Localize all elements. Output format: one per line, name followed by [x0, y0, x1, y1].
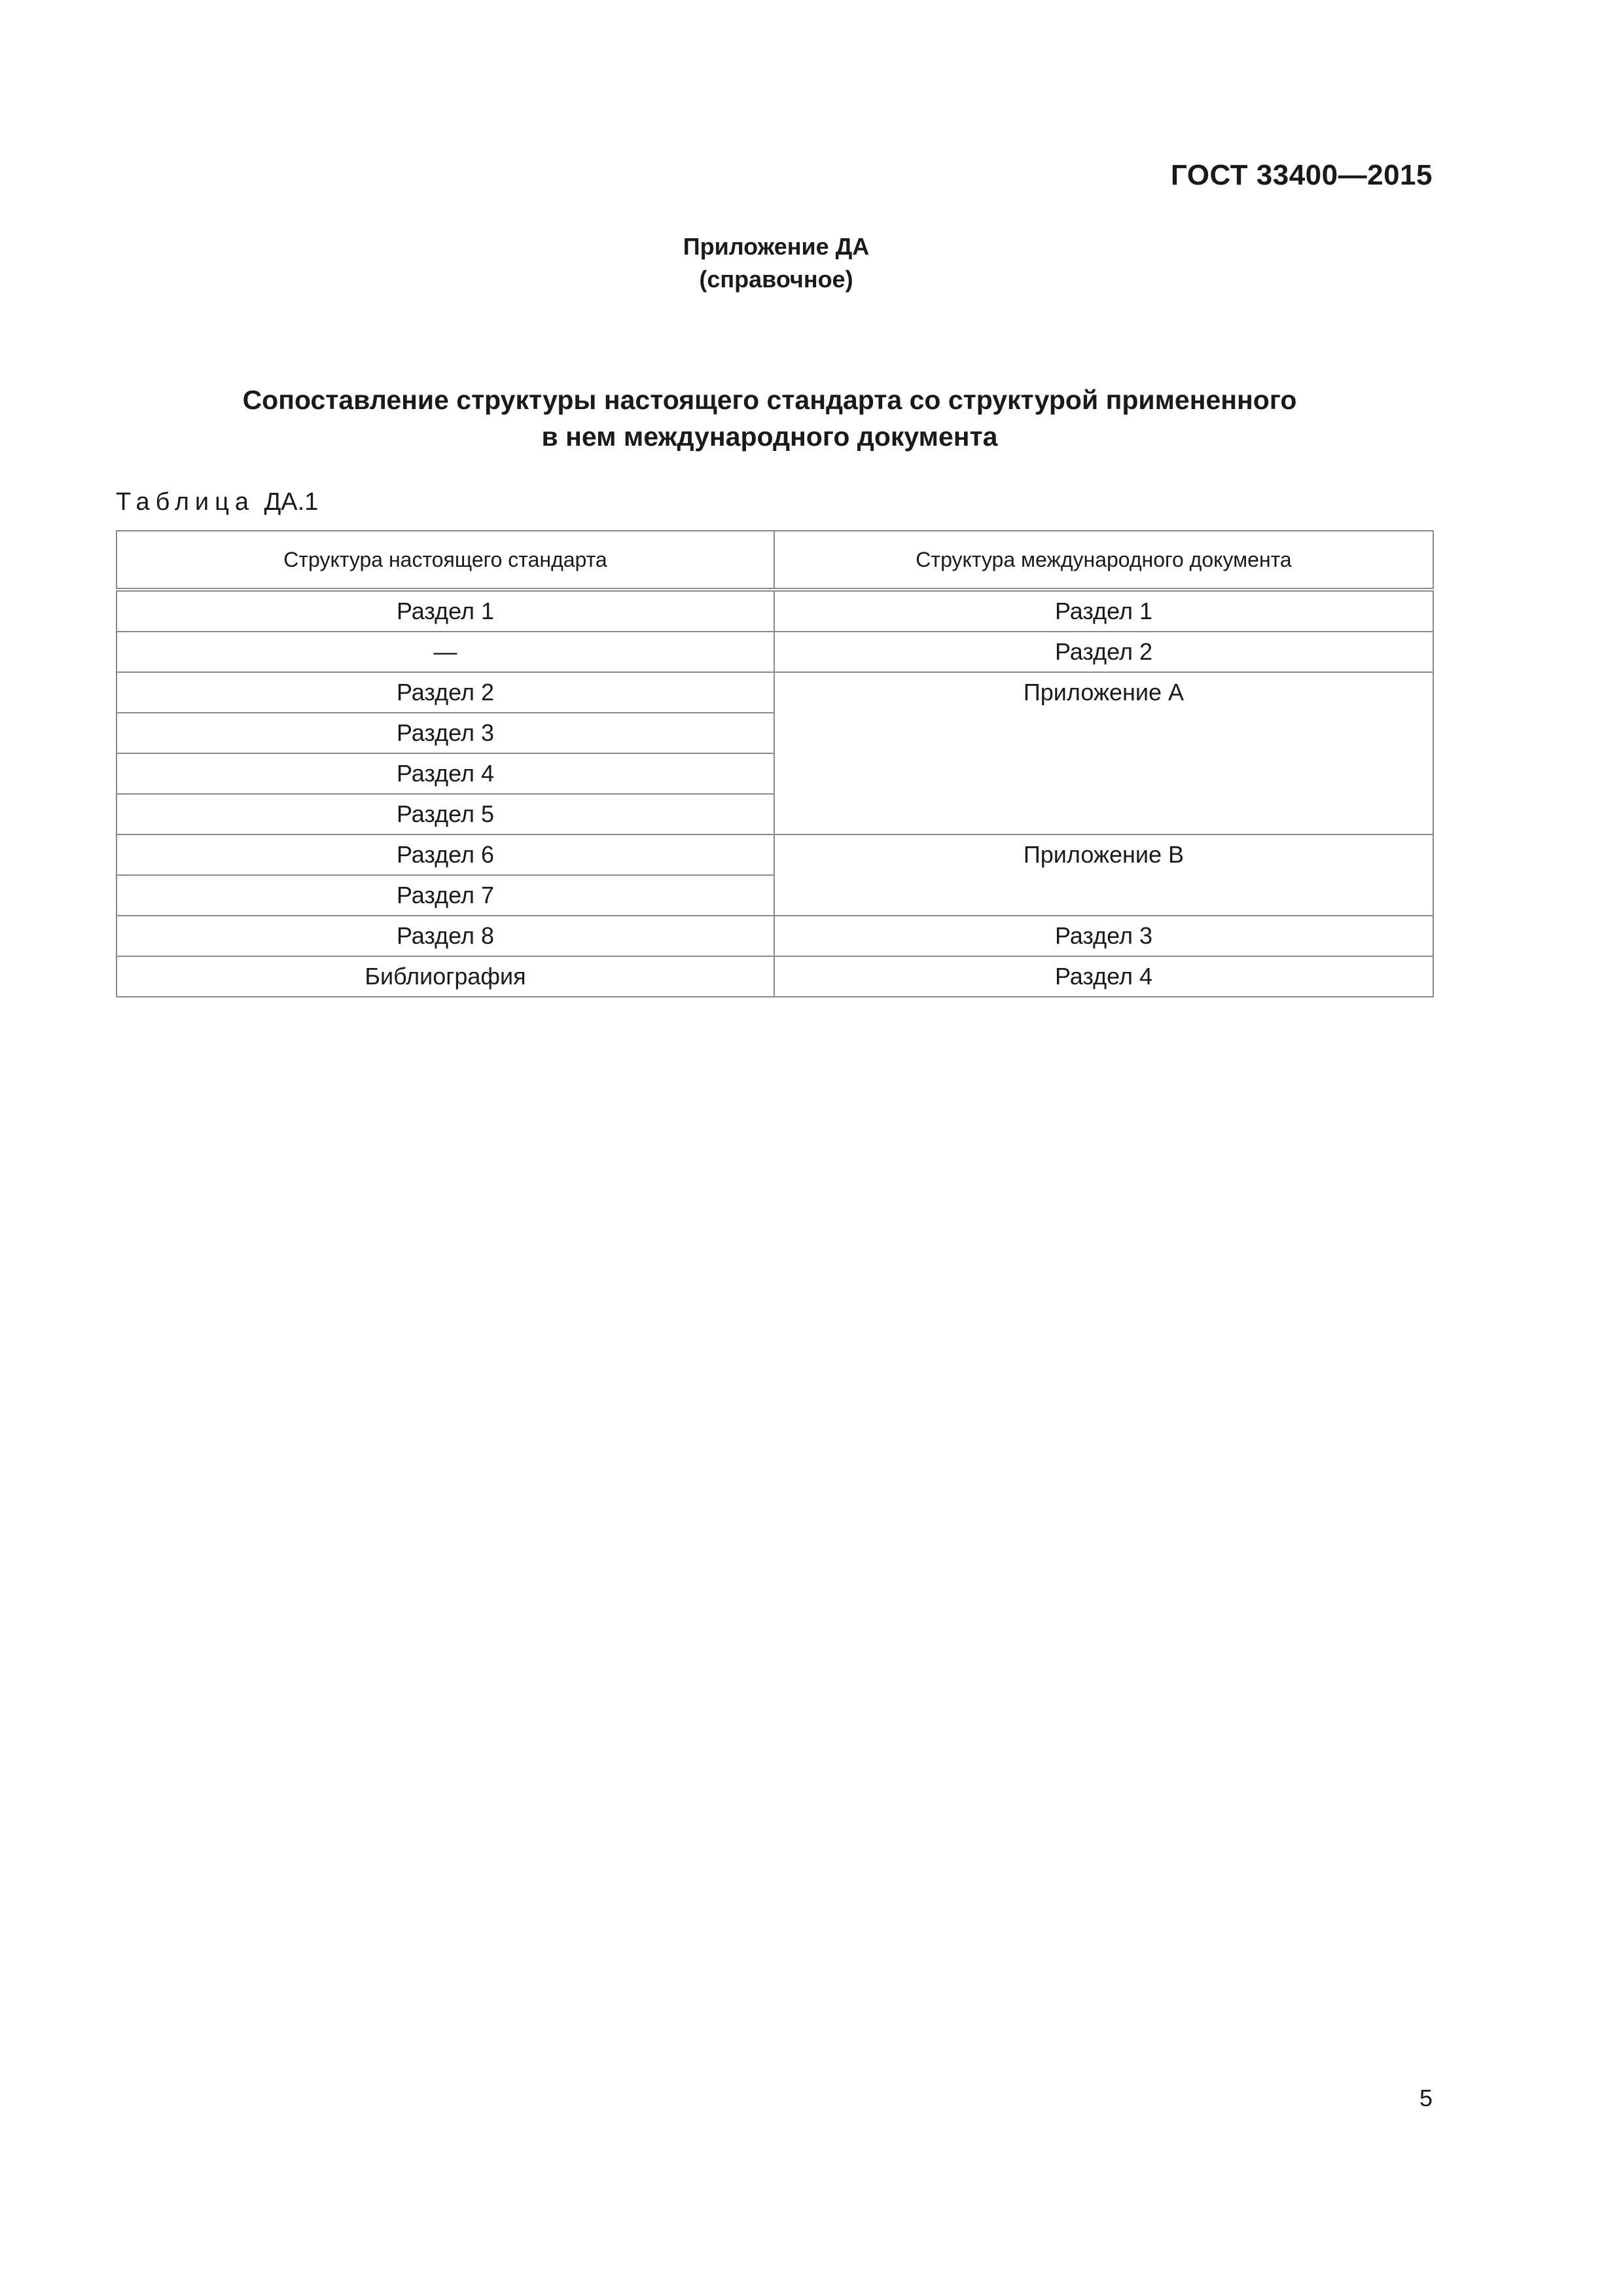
table-caption [116, 486, 318, 518]
table-caption-word: Таблица [116, 488, 255, 516]
table-row [116, 632, 1433, 672]
annex-heading [0, 230, 1552, 296]
annex-title: Приложение ДА [683, 233, 870, 260]
table-row [116, 834, 1433, 875]
table-cell-left: Раздел 8 [116, 916, 774, 956]
table-cell-left: Раздел 6 [116, 834, 774, 875]
table-row [116, 916, 1433, 956]
document-code: ГОСТ 33400—2015 [1170, 159, 1433, 191]
table-cell-right: Раздел 2 [774, 632, 1433, 672]
table-cell-left: — [116, 632, 774, 672]
table-header-cell: Структура международного документа [774, 531, 1433, 590]
comparison-table [116, 530, 1434, 997]
table-header-cell: Структура настоящего стандарта [116, 531, 774, 590]
table-cell-left: Раздел 2 [116, 672, 774, 713]
table-row [116, 672, 1433, 713]
table-row [116, 590, 1433, 632]
table-header-row [116, 531, 1433, 590]
table-cell-right-merged: Приложение А [774, 672, 1433, 834]
section-title-line-2: в нем международного документа [541, 422, 998, 452]
section-title [116, 382, 1423, 455]
table-cell-left: Раздел 1 [116, 590, 774, 632]
table-caption-number: ДА.1 [264, 488, 319, 516]
table-row [116, 956, 1433, 997]
table-cell-right: Раздел 4 [774, 956, 1433, 997]
section-title-line-1: Сопоставление структуры настоящего стандарта со структурой примененного [242, 385, 1297, 415]
annex-subtitle: (справочное) [699, 266, 853, 293]
table-cell-left: Раздел 5 [116, 794, 774, 834]
table-cell-left: Раздел 3 [116, 713, 774, 753]
table-cell-left: Библиография [116, 956, 774, 997]
page-number: 5 [1419, 2085, 1433, 2111]
table-cell-right-merged: Приложение В [774, 834, 1433, 916]
table-cell-left: Раздел 7 [116, 875, 774, 916]
table-cell-right: Раздел 1 [774, 590, 1433, 632]
table-cell-left: Раздел 4 [116, 753, 774, 794]
table-cell-right: Раздел 3 [774, 916, 1433, 956]
